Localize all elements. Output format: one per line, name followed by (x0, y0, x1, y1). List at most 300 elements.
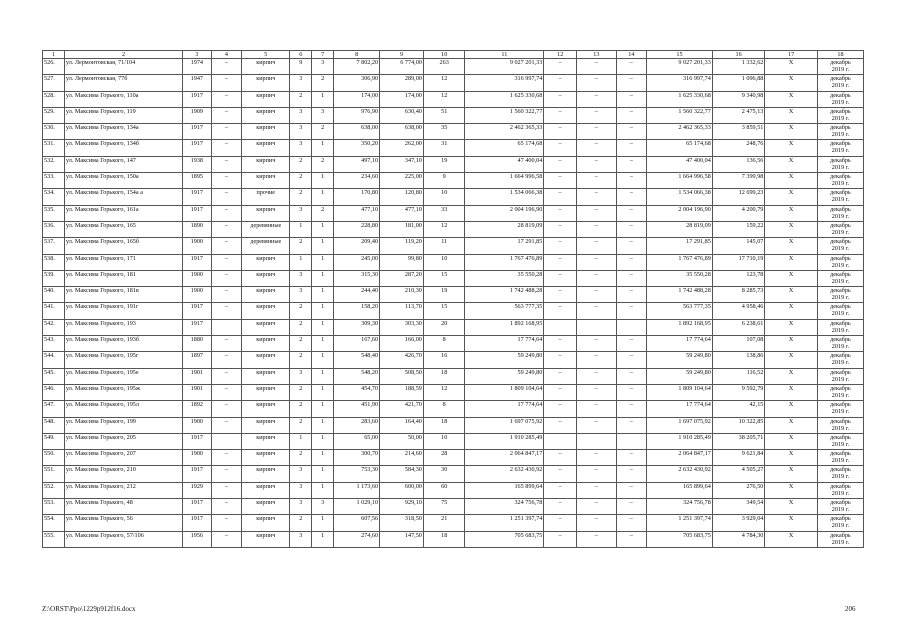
cell-col-2: ул. Лермонтовская, 71/104 (64, 59, 182, 75)
cell-col-13: – (577, 287, 616, 303)
cell-col-1: 549. (43, 433, 65, 449)
cell-col-15: 2 632 430,92 (647, 466, 713, 482)
date-month: декабрь (830, 401, 851, 409)
date-month: декабрь (830, 319, 851, 327)
table-row (43, 140, 864, 156)
cell-col-13: – (577, 189, 616, 205)
cell-col-18 (817, 482, 863, 498)
cell-col-4: – (211, 303, 242, 319)
cell-col-18 (817, 140, 863, 156)
cell-col-13: – (577, 173, 616, 189)
table-row (43, 91, 864, 107)
cell-col-9: 6 774,00 (380, 59, 424, 75)
cell-col-17: Х (765, 401, 818, 417)
cell-col-11: 1 251 397,74 (465, 515, 544, 531)
cell-col-11: 1 892 168,95 (465, 319, 544, 335)
cell-col-2: ул. Максима Горького, 212 (64, 482, 182, 498)
cell-col-18 (817, 450, 863, 466)
cell-col-12 (544, 319, 577, 335)
cell-col-5: прочие (242, 189, 290, 205)
date-month: декабрь (830, 352, 851, 360)
cell-col-6: 2 (290, 303, 312, 319)
cell-col-2: ул. Максима Горького, 210 (64, 466, 182, 482)
cell-col-18 (817, 254, 863, 270)
cell-col-3: 1917 (183, 254, 211, 270)
cell-col-5: кирпич (242, 417, 290, 433)
cell-col-11: 9 027 201,33 (465, 59, 544, 75)
cell-col-1: 526. (43, 59, 65, 75)
cell-col-1: 538. (43, 254, 65, 270)
cell-col-17: Х (765, 303, 818, 319)
cell-col-7: 1 (312, 466, 334, 482)
cell-col-12: – (544, 205, 577, 221)
cell-col-1: 545. (43, 368, 65, 384)
cell-col-17: Х (765, 336, 818, 352)
cell-col-1: 527. (43, 75, 65, 91)
cell-col-14: – (616, 124, 647, 140)
cell-col-3: 1897 (183, 352, 211, 368)
cell-col-16: 10 322,85 (712, 417, 765, 433)
cell-col-16: 17 710,19 (712, 254, 765, 270)
table-row (43, 156, 864, 172)
cell-col-7: 1 (312, 450, 334, 466)
cell-col-9: 287,20 (380, 270, 424, 286)
column-number-12: 12 (544, 51, 577, 59)
cell-col-15: 316 997,74 (647, 75, 713, 91)
table-row (43, 173, 864, 189)
cell-col-8: 209,40 (334, 238, 380, 254)
cell-col-13: – (577, 221, 616, 237)
column-number-10: 10 (423, 51, 465, 59)
cell-col-8: 497,10 (334, 156, 380, 172)
cell-col-11: 1 697 075,92 (465, 417, 544, 433)
cell-col-1: 548. (43, 417, 65, 433)
table-row (43, 515, 864, 531)
cell-col-16: 159,22 (712, 221, 765, 237)
date-year: 2019 г. (831, 375, 850, 383)
cell-col-5: кирпич (242, 482, 290, 498)
column-number-8: 8 (334, 51, 380, 59)
cell-col-2: ул. Максима Горького, 154а а (64, 189, 182, 205)
table-row (43, 270, 864, 286)
cell-col-16: 136,56 (712, 156, 765, 172)
cell-col-5: кирпич (242, 287, 290, 303)
cell-col-6: 2 (290, 91, 312, 107)
cell-col-17: Х (765, 531, 818, 547)
date-month: декабрь (830, 515, 851, 523)
cell-col-13: – (577, 499, 616, 515)
date-year: 2019 г. (831, 180, 850, 188)
cell-col-9: 426,70 (380, 352, 424, 368)
cell-col-18 (817, 270, 863, 286)
cell-col-18 (817, 59, 863, 75)
cell-col-9: 477,10 (380, 205, 424, 221)
cell-col-7: 1 (312, 254, 334, 270)
cell-col-5: кирпич (242, 173, 290, 189)
cell-col-16: 4 958,46 (712, 303, 765, 319)
cell-col-5: кирпич (242, 384, 290, 400)
cell-col-15: 65 174,68 (647, 140, 713, 156)
date-month: декабрь (830, 466, 851, 474)
table-row (43, 499, 864, 515)
cell-col-3: 1901 (183, 368, 211, 384)
cell-col-1: 529. (43, 107, 65, 123)
date-year: 2019 г. (831, 506, 850, 514)
cell-col-3: 1917 (183, 515, 211, 531)
cell-col-15: 1 910 285,49 (647, 433, 713, 449)
table-body (43, 59, 864, 548)
cell-col-13: – (577, 417, 616, 433)
cell-col-8: 350,20 (334, 140, 380, 156)
cell-col-6: 1 (290, 254, 312, 270)
cell-col-13: – (577, 303, 616, 319)
cell-col-17: Х (765, 270, 818, 286)
cell-col-2: ул. Максима Горького, 110а (64, 91, 182, 107)
cell-col-10: 12 (423, 91, 465, 107)
cell-col-4: – (211, 450, 242, 466)
cell-col-9: 638,00 (380, 124, 424, 140)
cell-col-8: 638,00 (334, 124, 380, 140)
cell-col-3: 1947 (183, 75, 211, 91)
cell-col-3: 1900 (183, 238, 211, 254)
cell-col-15: 35 550,28 (647, 270, 713, 286)
cell-col-6: 1 (290, 433, 312, 449)
cell-col-12: – (544, 384, 577, 400)
cell-col-8: 158,20 (334, 303, 380, 319)
cell-col-8: 228,80 (334, 221, 380, 237)
date-year: 2019 г. (831, 522, 850, 530)
cell-col-1: 535. (43, 205, 65, 221)
cell-col-2: ул. Максима Горького, 171 (64, 254, 182, 270)
cell-col-2: ул. Максима Горького, 181в (64, 287, 182, 303)
cell-col-16: 42,15 (712, 401, 765, 417)
cell-col-12: – (544, 401, 577, 417)
cell-col-11: 1 534 066,38 (465, 189, 544, 205)
cell-col-16: 7 399,98 (712, 173, 765, 189)
cell-col-12: – (544, 531, 577, 547)
cell-col-13: – (577, 401, 616, 417)
cell-col-17: Х (765, 499, 818, 515)
cell-col-12: – (544, 124, 577, 140)
cell-col-8: 244,40 (334, 287, 380, 303)
cell-col-14: – (616, 189, 647, 205)
cell-col-15: 17 774,64 (647, 401, 713, 417)
cell-col-4: – (211, 499, 242, 515)
cell-col-1: 551. (43, 466, 65, 482)
date-year: 2019 г. (831, 196, 850, 204)
cell-col-10: 12 (423, 221, 465, 237)
cell-col-11: 2 064 847,17 (465, 450, 544, 466)
cell-col-12: – (544, 156, 577, 172)
cell-col-12: – (544, 482, 577, 498)
date-year: 2019 г. (831, 212, 850, 220)
cell-col-15: 1 534 066,38 (647, 189, 713, 205)
cell-col-3: 1974 (183, 59, 211, 75)
cell-col-12: – (544, 352, 577, 368)
cell-col-4: – (211, 352, 242, 368)
cell-col-17: Х (765, 91, 818, 107)
column-number-2: 2 (64, 51, 182, 59)
cell-col-6: 3 (290, 124, 312, 140)
cell-col-13: – (577, 531, 616, 547)
cell-col-12: – (544, 75, 577, 91)
cell-col-8: 1 029,10 (334, 499, 380, 515)
date-month: декабрь (830, 75, 851, 83)
cell-col-13: – (577, 466, 616, 482)
cell-col-17: Х (765, 189, 818, 205)
cell-col-12: – (544, 287, 577, 303)
cell-col-5: кирпич (242, 270, 290, 286)
cell-col-5: кирпич (242, 336, 290, 352)
cell-col-1: 543. (43, 336, 65, 352)
cell-col-14: – (616, 352, 647, 368)
cell-col-11: 1 664 996,58 (465, 173, 544, 189)
table-row (43, 417, 864, 433)
cell-col-12: – (544, 336, 577, 352)
cell-col-18 (817, 531, 863, 547)
cell-col-14: – (616, 221, 647, 237)
cell-col-16: 1 332,62 (712, 59, 765, 75)
cell-col-7: 1 (312, 319, 334, 335)
cell-col-12: – (544, 221, 577, 237)
cell-col-12: – (544, 140, 577, 156)
date-year: 2019 г. (831, 457, 850, 465)
cell-col-9: 929,10 (380, 499, 424, 515)
cell-col-12: – (544, 417, 577, 433)
cell-col-17: Х (765, 254, 818, 270)
cell-col-13: – (577, 270, 616, 286)
cell-col-2: ул. Максима Горького, 193б (64, 336, 182, 352)
cell-col-12: – (544, 499, 577, 515)
cell-col-7: 1 (312, 336, 334, 352)
cell-col-1: 537. (43, 238, 65, 254)
cell-col-9: 164,40 (380, 417, 424, 433)
date-month: декабрь (830, 156, 851, 164)
cell-col-10: 75 (423, 499, 465, 515)
date-year: 2019 г. (831, 538, 850, 546)
cell-col-5: кирпич (242, 368, 290, 384)
cell-col-13: – (577, 205, 616, 221)
cell-col-12: – (544, 107, 577, 123)
cell-col-5: кирпич (242, 91, 290, 107)
cell-col-14: – (616, 450, 647, 466)
cell-col-4: – (211, 205, 242, 221)
cell-col-5: кирпич (242, 531, 290, 547)
cell-col-8: 607,56 (334, 515, 380, 531)
cell-col-13: – (577, 238, 616, 254)
cell-col-15: 1 892 168,95 (647, 319, 713, 335)
cell-col-3: 1917 (183, 303, 211, 319)
cell-col-7: 1 (312, 368, 334, 384)
date-month: декабрь (830, 189, 851, 197)
table-row (43, 303, 864, 319)
cell-col-14: – (616, 75, 647, 91)
column-number-3: 3 (183, 51, 211, 59)
column-number-4: 4 (211, 51, 242, 59)
cell-col-8: 170,80 (334, 189, 380, 205)
cell-col-9: 508,50 (380, 368, 424, 384)
cell-col-8: 7 802,20 (334, 59, 380, 75)
cell-col-17: Х (765, 221, 818, 237)
cell-col-11: 65 174,68 (465, 140, 544, 156)
cell-col-4: – (211, 254, 242, 270)
cell-col-3: 1956 (183, 531, 211, 547)
cell-col-4: – (211, 91, 242, 107)
cell-col-13: – (577, 75, 616, 91)
cell-col-3: 1917 (183, 205, 211, 221)
table-row (43, 287, 864, 303)
cell-col-10: 12 (423, 75, 465, 91)
date-year: 2019 г. (831, 114, 850, 122)
cell-col-8: 477,10 (334, 205, 380, 221)
cell-col-13 (577, 319, 616, 335)
cell-col-18 (817, 205, 863, 221)
cell-col-5: кирпич (242, 401, 290, 417)
cell-col-4: – (211, 75, 242, 91)
date-month: декабрь (830, 91, 851, 99)
cell-col-1: 554. (43, 515, 65, 531)
cell-col-6: 2 (290, 238, 312, 254)
date-month: декабрь (830, 173, 851, 181)
cell-col-2: ул. Максима Горького, 119 (64, 107, 182, 123)
cell-col-1: 550. (43, 450, 65, 466)
cell-col-11: 28 819,09 (465, 221, 544, 237)
cell-col-8: 65,00 (334, 433, 380, 449)
cell-col-12: – (544, 515, 577, 531)
cell-col-5: кирпич (242, 319, 290, 335)
table-row (43, 336, 864, 352)
cell-col-3: 1917 (183, 189, 211, 205)
cell-col-13: – (577, 515, 616, 531)
cell-col-4: – (211, 124, 242, 140)
cell-col-16: 8 285,73 (712, 287, 765, 303)
date-year: 2019 г. (831, 82, 850, 90)
date-month: декабрь (830, 59, 851, 66)
cell-col-17: Х (765, 59, 818, 75)
cell-col-11: 17 774,64 (465, 401, 544, 417)
cell-col-16: 276,50 (712, 482, 765, 498)
cell-col-6: 2 (290, 401, 312, 417)
cell-col-2: ул. Максима Горького, 191г (64, 303, 182, 319)
cell-col-9: 318,50 (380, 515, 424, 531)
cell-col-15: 47 400,04 (647, 156, 713, 172)
cell-col-6: 3 (290, 270, 312, 286)
cell-col-12: – (544, 303, 577, 319)
cell-col-14 (616, 319, 647, 335)
cell-col-10: 15 (423, 303, 465, 319)
cell-col-8: 309,30 (334, 319, 380, 335)
date-month: декабрь (830, 140, 851, 148)
cell-col-11: 1 910 285,49 (465, 433, 544, 449)
cell-col-6: 3 (290, 140, 312, 156)
cell-col-12: – (544, 59, 577, 75)
date-year: 2019 г. (831, 310, 850, 318)
cell-col-10: 16 (423, 352, 465, 368)
cell-col-5: кирпич (242, 124, 290, 140)
cell-col-15: 2 004 196,90 (647, 205, 713, 221)
cell-col-8: 454,70 (334, 384, 380, 400)
cell-col-14: – (616, 59, 647, 75)
cell-col-7: 1 (312, 238, 334, 254)
cell-col-8: 753,30 (334, 466, 380, 482)
cell-col-10: 15 (423, 270, 465, 286)
cell-col-7: 1 (312, 91, 334, 107)
date-month: декабрь (830, 303, 851, 311)
cell-col-7: 2 (312, 205, 334, 221)
cell-col-14: – (616, 417, 647, 433)
cell-col-7: 1 (312, 287, 334, 303)
cell-col-15: 28 819,09 (647, 221, 713, 237)
cell-col-10: 60 (423, 482, 465, 498)
cell-col-4: – (211, 384, 242, 400)
cell-col-7: 3 (312, 107, 334, 123)
cell-col-5: кирпич (242, 156, 290, 172)
cell-col-4: – (211, 482, 242, 498)
cell-col-14: – (616, 482, 647, 498)
cell-col-6: 3 (290, 287, 312, 303)
cell-col-15: 2 462 365,33 (647, 124, 713, 140)
cell-col-6: 3 (290, 466, 312, 482)
cell-col-15: 1 560 322,77 (647, 107, 713, 123)
date-year: 2019 г. (831, 424, 850, 432)
cell-col-15: 1 697 075,92 (647, 417, 713, 433)
cell-col-11: 47 400,04 (465, 156, 544, 172)
cell-col-18 (817, 156, 863, 172)
cell-col-18 (817, 499, 863, 515)
cell-col-16: 4 200,79 (712, 205, 765, 221)
cell-col-11: 324 756,78 (465, 499, 544, 515)
cell-col-12: – (544, 466, 577, 482)
cell-col-3: 1917 (183, 319, 211, 335)
cell-col-4: – (211, 59, 242, 75)
column-number-17: 17 (765, 51, 818, 59)
cell-col-10: 18 (423, 368, 465, 384)
cell-col-6: 2 (290, 384, 312, 400)
cell-col-9: 600,00 (380, 482, 424, 498)
cell-col-10: 12 (423, 384, 465, 400)
cell-col-11: 35 550,28 (465, 270, 544, 286)
date-month: декабрь (830, 368, 851, 376)
cell-col-7: 1 (312, 140, 334, 156)
cell-col-12: – (544, 189, 577, 205)
column-number-9: 9 (380, 51, 424, 59)
table-row (43, 368, 864, 384)
table-row (43, 205, 864, 221)
cell-col-2: ул. Максима Горького, 193 (64, 319, 182, 335)
cell-col-6: 3 (290, 107, 312, 123)
cell-col-14: – (616, 205, 647, 221)
cell-col-4: – (211, 531, 242, 547)
cell-col-4: – (211, 368, 242, 384)
cell-col-4: – (211, 173, 242, 189)
cell-col-4: – (211, 107, 242, 123)
cell-col-3: 1938 (183, 156, 211, 172)
cell-col-6: 2 (290, 189, 312, 205)
cell-col-5: кирпич (242, 107, 290, 123)
cell-col-10: 10 (423, 254, 465, 270)
cell-col-10: 33 (423, 205, 465, 221)
cell-col-15: 1 742 488,28 (647, 287, 713, 303)
cell-col-6: 2 (290, 450, 312, 466)
cell-col-11: 17 291,85 (465, 238, 544, 254)
date-month: декабрь (830, 336, 851, 344)
cell-col-17: Х (765, 466, 818, 482)
cell-col-15: 1 251 397,74 (647, 515, 713, 531)
cell-col-8: 274,60 (334, 531, 380, 547)
table-row (43, 433, 864, 449)
column-number-16: 16 (712, 51, 765, 59)
column-number-6: 6 (290, 51, 312, 59)
